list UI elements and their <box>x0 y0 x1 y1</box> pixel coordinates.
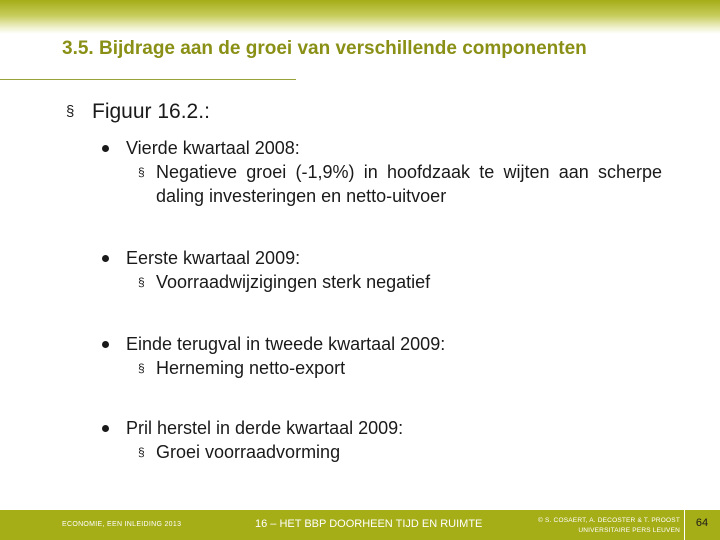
header-band <box>0 0 720 34</box>
sub-bullet-marker: § <box>138 361 145 375</box>
bullet-heading: Eerste kwartaal 2009: <box>126 248 301 268</box>
bullet-item <box>102 136 662 208</box>
footer-chapter: 16 – HET BBP DOORHEEN TIJD EN RUIMTE <box>255 518 483 530</box>
sub-bullet-marker: § <box>138 275 145 289</box>
sub-bullet-text: Herneming netto-export <box>156 358 346 378</box>
title-underline <box>0 79 296 80</box>
bullet-heading: Vierde kwartaal 2008: <box>126 138 300 158</box>
bullet-dot-icon <box>102 425 109 432</box>
bullet-dot-icon <box>102 145 109 152</box>
sub-bullet <box>102 160 662 208</box>
level1-bullet <box>66 100 210 124</box>
bullet-heading: Einde terugval in tweede kwartaal 2009: <box>126 334 446 354</box>
bullet-item <box>102 332 662 380</box>
bullet-heading: Pril herstel in derde kwartaal 2009: <box>126 418 404 438</box>
sub-bullet-marker: § <box>138 165 145 179</box>
bullet-item <box>102 246 662 294</box>
sub-bullet-text: Voorraadwijzigingen sterk negatief <box>156 272 431 292</box>
bullet-item <box>102 416 662 464</box>
page-number: 64 <box>695 517 709 529</box>
bullet-dot-icon <box>102 255 109 262</box>
sub-bullet-text: Negatieve groei (-1,9%) in hoofdzaak te wijten aan scherpe daling investeringen en netto-uitvoer <box>156 162 662 206</box>
sub-bullet-marker: § <box>138 445 145 459</box>
sub-bullet <box>102 440 662 464</box>
footer-copyright-publisher: UNIVERSITAIRE PERS LEUVEN <box>578 527 680 534</box>
slide-title: 3.5. Bijdrage aan de groei van verschillende componenten <box>62 38 587 59</box>
sub-bullet <box>102 270 662 294</box>
footer-divider <box>684 510 685 540</box>
footer-copyright-authors: © S. COSAERT, A. DECOSTER & T. PROOST <box>538 517 680 524</box>
sub-bullet <box>102 356 662 380</box>
footer-copyright <box>520 516 680 536</box>
bullet-dot-icon <box>102 341 109 348</box>
section-marker: § <box>66 103 75 120</box>
footer-course: ECONOMIE, EEN INLEIDING 2013 <box>62 521 182 528</box>
level1-text: Figuur 16.2.: <box>92 100 210 123</box>
sub-bullet-text: Groei voorraadvorming <box>156 442 341 462</box>
